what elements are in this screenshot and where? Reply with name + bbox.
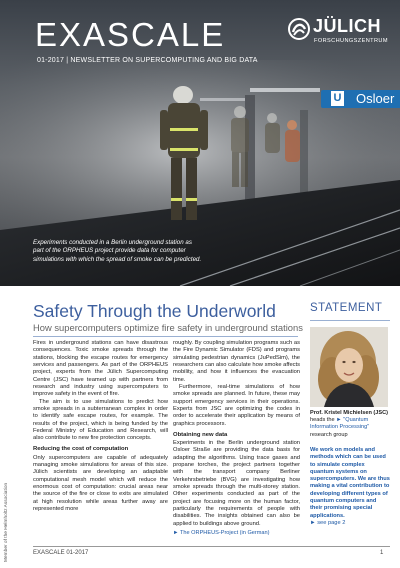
page-number: 1 (380, 550, 384, 556)
footer-issue: EXASCALE 01-2017 (33, 550, 89, 556)
newsletter-subtitle: 01-2017 | NEWSLETTER ON SUPERCOMPUTING AND BIG DATA (37, 57, 258, 64)
article-headline: Safety Through the Underworld (33, 301, 276, 321)
article-subhead: How supercomputers optimize fire safety in underground stations (33, 322, 303, 333)
article-paragraph: Only supercomputers are capable of adequately managing smoke simulations for areas of this size. Jülich scientists are developing an adaptable computational mesh model which will reduce the enormous cost of computation: crucial areas near the source of the fire or close to exits are simulated at high resolution while areas further away are represented more (33, 454, 168, 513)
article-column-1 (33, 340, 168, 513)
research-group-link[interactable]: ► "Quantum Information Processing" (310, 417, 370, 431)
see-page-link[interactable]: ► see page 2 (310, 519, 346, 526)
logo-subtitle: FORSCHUNGSZENTRUM (314, 38, 388, 44)
section-heading: Reducing the cost of computation (33, 446, 129, 453)
section-heading: Obtaining new data (173, 431, 228, 438)
headline-divider (33, 336, 298, 337)
article-paragraph: Furthermore, real-time simulations of how smoke spreads are planned. In future, these may support emergency services in their operations. Experts from JSC are optimizing the codes in order to accelerate their application by means of graphics processors. (173, 384, 300, 427)
statement-quote (310, 447, 390, 527)
article-paragraph: roughly. By coupling simulation programs such as the Fire Dynamic Simulator (FDS) and programs simulating pedestrian dynamics (JuPedSim), the researchers can also calculate how smoke affects mobility, and how it influences the evacuation time. (173, 340, 300, 383)
helmholtz-note: Member of the Helmholtz Association (4, 482, 9, 562)
statement-divider (310, 320, 390, 321)
speaker-role-suffix: research group (310, 431, 348, 438)
statement-heading: STATEMENT (310, 302, 383, 314)
newsletter-title: EXASCALE (35, 16, 226, 53)
side-note (2, 292, 12, 562)
speaker-role-prefix: heads the (310, 417, 337, 424)
quote-text: We work on models and methods which can be used to simulate complex quantum systems on supercomputers. We are thus making a vital contribution to developing different types of quantum computers and their promising special applications. (310, 447, 390, 519)
juelich-logo-icon (287, 17, 311, 41)
photo-caption: Experiments conducted in a Berlin underground station as part of the ORPHEUS project provide data for computer simulations with which the spread of smoke can be predicted. (33, 239, 202, 263)
article-paragraph: Fires in underground stations can have disastrous consequences. Toxic smoke spreads through the stations, blocking the escape routes for emergency services and passengers. As part of the ORPHEUS project, experts from the Jülich Supercomputing Centre (JSC) have teamed up with partners from research and industry using supercomputers to improve safety in the event of fire. (33, 340, 168, 398)
logo-wordmark: JÜLICH (313, 16, 382, 36)
portrait-image (310, 327, 388, 407)
footer-divider (33, 546, 390, 547)
station-sign-text: Osloer (356, 91, 395, 106)
article-paragraph: The aim is to use simulations to predict how smoke spreads in a subterranean complex in order to identify safe escape routes, for example. The results of the project, which is being funded by the Federal Ministry of Education and Research, will also contribute to new fire protection concepts. (33, 398, 168, 442)
portrait-photo (310, 327, 388, 407)
u-bahn-icon: U (331, 91, 344, 106)
article-column-2 (173, 340, 300, 537)
speaker-name: Prof. Kristel Michielsen (JSC) (310, 410, 389, 416)
statement-attribution (310, 410, 392, 439)
orpheus-project-link[interactable]: ► The ORPHEUS-Project (in German) (173, 530, 270, 537)
article-paragraph: Experiments in the Berlin underground station Osloer Straße are providing the data basis for adapting the algorithms. Using trace gases and propane torches, the project partners together with the transport company Berliner Verkehrsbetriebe (BVG) are investigating how smoke spreads through the multi-storey station. Other experiments conducted as part of the project are focusing more on the human factor, particularly the requirements of people with disabilities. The insights obtained can also be applied to buildings above ground. (173, 439, 300, 527)
